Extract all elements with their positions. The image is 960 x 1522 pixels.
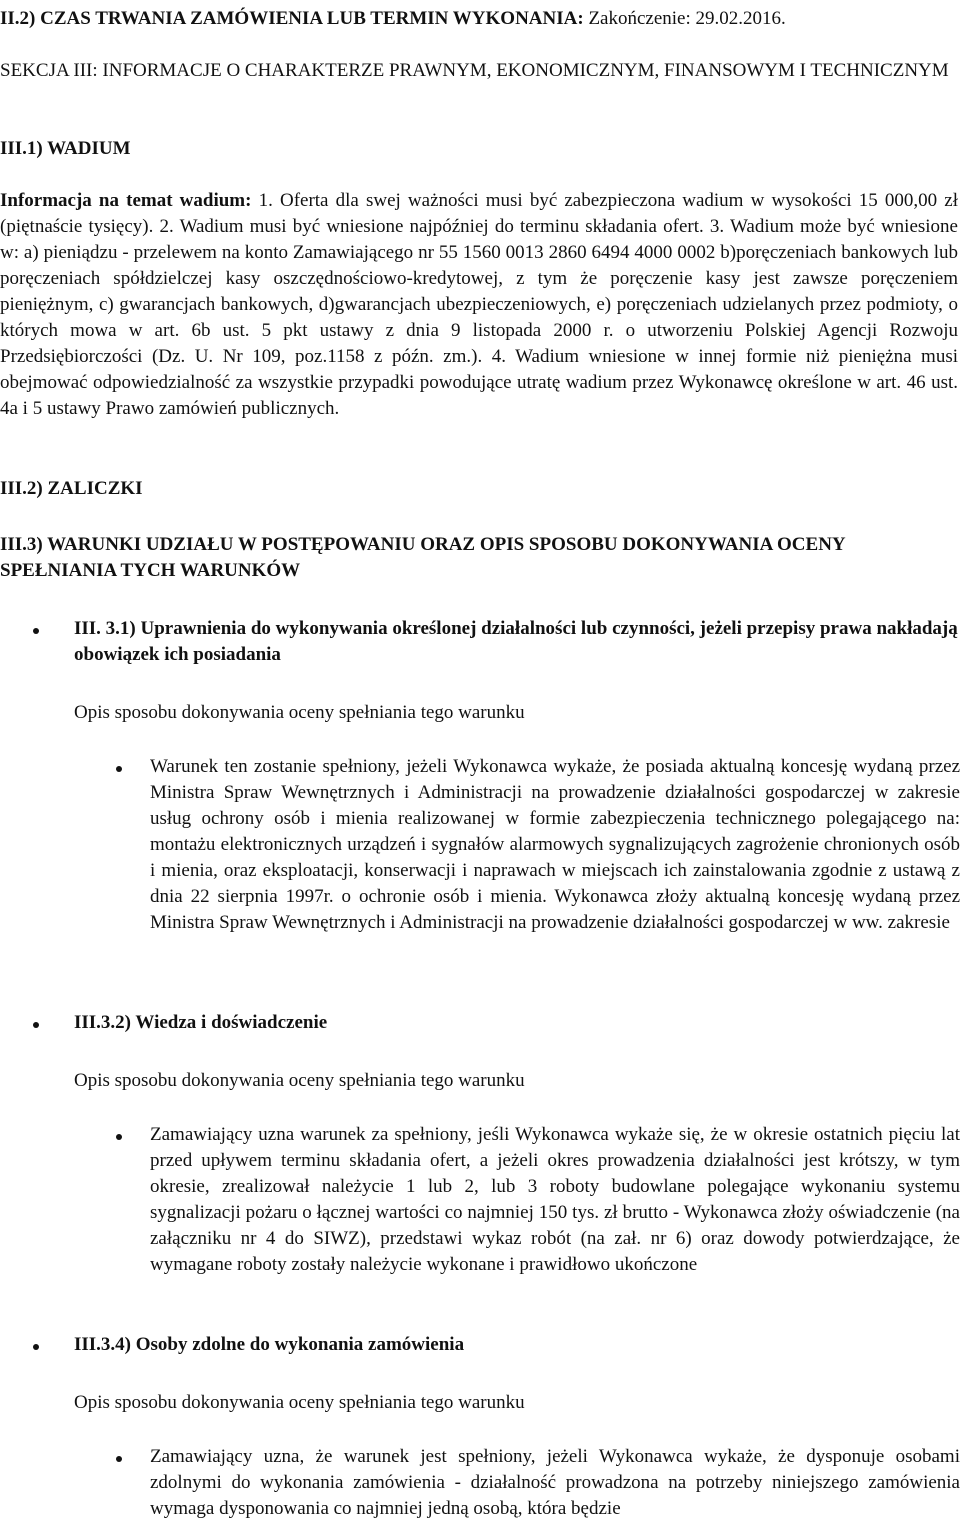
wadium-info-text: 1. Oferta dla swej ważności musi być zabezpieczona wadium w wysokości 15 000,00 zł (piętnaście tysięcy). 2. Wadium musi być wniesione najpóźniej do terminu składania ofert. 3. Wadium może być wniesione w: a) pieniądzu - przelewem na konto Zamawiającego nr 55 1560 0013 2860 6494 4000 0002 b)poręczeniach bankowych lub poręczeniach spółdzielczej kasy oszczędnościowo-kredytowej, z tym że poręczenie kasy jest zawsze poręczeniem pieniężnym, c) gwarancjach bankowych, d)gwarancjach ubezpieczeniowych, e) poręczeniach udzielanych przez podmioty, o których mowa w art. 6b ust. 5 pkt ustawy z dnia 9 listopada 2000 r. o utworzeniu Polskiej Agencji Rozwoju Przedsiębiorczości (Dz. U. Nr 109, poz.1158 z późn. zm.). 4. Wadium wniesione w innej formie niż pieniężna musi obejmować odpowiedzialność za wszystkie przypadki powodujące utratę wadium przez Wykonawcę określone w art. 46 ust. 4a i 5 ustawy Prawo zamówień publicznych. — [0, 190, 959, 419]
bullet-icon — [33, 1344, 39, 1350]
item-2-text: Zamawiający uzna warunek za spełniony, jeśli Wykonawca wykaże się, że w okresie ostatnich pięciu lat przed upływem terminu składania ofert, a jeżeli okres prowadzenia działalności jest krótszy, w tym okresie, zrealizował należycie 1 lub 2, lub 3 roboty budowlane polegające wykonaniu systemu sygnalizacji pożaru o łącznej wartości co najmniej 150 tys. zł brutto - Wykonawca złoży oświadczenie (na załączniku nr 4 do SIWZ), przedstawi wykaz robót (na zał. nr 6) oraz dowody potwierdzające, że wymagane roboty zostały należycie wykonane i prawidłowo ukończone — [150, 1124, 960, 1275]
item-1-text: Warunek ten zostanie spełniony, jeżeli Wykonawca wykaże, że posiada aktualną koncesję wydaną przez Ministra Spraw Wewnętrznych i Administracji na prowadzenie działalności gospodarczej w zakresie usług ochrony osób i mienia realizowanej w formie zabezpieczenia technicznego polegającego na: montażu elektronicznych urządzeń i sygnałów alarmowych sygnalizujących zagrożenie chronionych osób i mienia, oraz eksploatacji, konserwacji i naprawach w miejscach ich zainstalowania zgodnie z ustawą z dnia 22 sierpnia 1997r. o ochronie osób i mienia. Wykonawca złoży aktualną koncesję wydaną przez Ministra Spraw Wewnętrznych i Administracji na prowadzenie działalności gospodarczej w ww. zakresie — [150, 756, 960, 933]
warunki-heading: III.3) WARUNKI UDZIAŁU W POSTĘPOWANIU ORAZ OPIS SPOSOBU DOKONYWANIA OCENY SPEŁNIANIA TYCH WARUNKÓW — [0, 534, 845, 581]
item-1-opis-label: Opis sposobu dokonywania oceny spełniania tego warunku — [74, 702, 525, 723]
section-iii-title: SEKCJA III: INFORMACJE O CHARAKTERZE PRAWNYM, EKONOMICZNYM, FINANSOWYM I TECHNICZNYM — [0, 60, 949, 81]
wadium-info-label: Informacja na temat wadium: — [0, 190, 252, 211]
bullet-icon — [116, 1456, 122, 1462]
item-2-opis-label: Opis sposobu dokonywania oceny spełniania tego warunku — [74, 1070, 525, 1091]
section-ii2-heading: II.2) CZAS TRWANIA ZAMÓWIENIA LUB TERMIN WYKONANIA: — [0, 8, 584, 29]
zaliczki-heading: III.2) ZALICZKI — [0, 478, 143, 499]
bullet-icon — [116, 1134, 122, 1140]
section-ii2-line — [0, 6, 960, 32]
wadium-paragraph — [0, 188, 958, 422]
wadium-heading: III.1) WADIUM — [0, 138, 131, 159]
item-1-heading: III. 3.1) Uprawnienia do wykonywania określonej działalności lub czynności, jeżeli przepisy prawa nakładają obowiązek ich posiadania — [74, 618, 958, 665]
item-3-heading: III.3.4) Osoby zdolne do wykonania zamówienia — [74, 1334, 465, 1355]
bullet-icon — [33, 628, 39, 634]
section-ii2-value: Zakończenie: 29.02.2016. — [583, 8, 786, 29]
bullet-icon — [33, 1022, 39, 1028]
item-3-opis-label: Opis sposobu dokonywania oceny spełniania tego warunku — [74, 1392, 525, 1413]
item-3-text: Zamawiający uzna, że warunek jest spełniony, jeżeli Wykonawca wykaże, że dysponuje osobami zdolnymi do wykonania zamówienia - działalność prowadzona na potrzeby niniejszego zamówienia wymaga dysponowania co najmniej jedną osobą, która będzie — [150, 1446, 960, 1519]
bullet-icon — [116, 766, 122, 772]
item-2-heading: III.3.2) Wiedza i doświadczenie — [74, 1012, 328, 1033]
